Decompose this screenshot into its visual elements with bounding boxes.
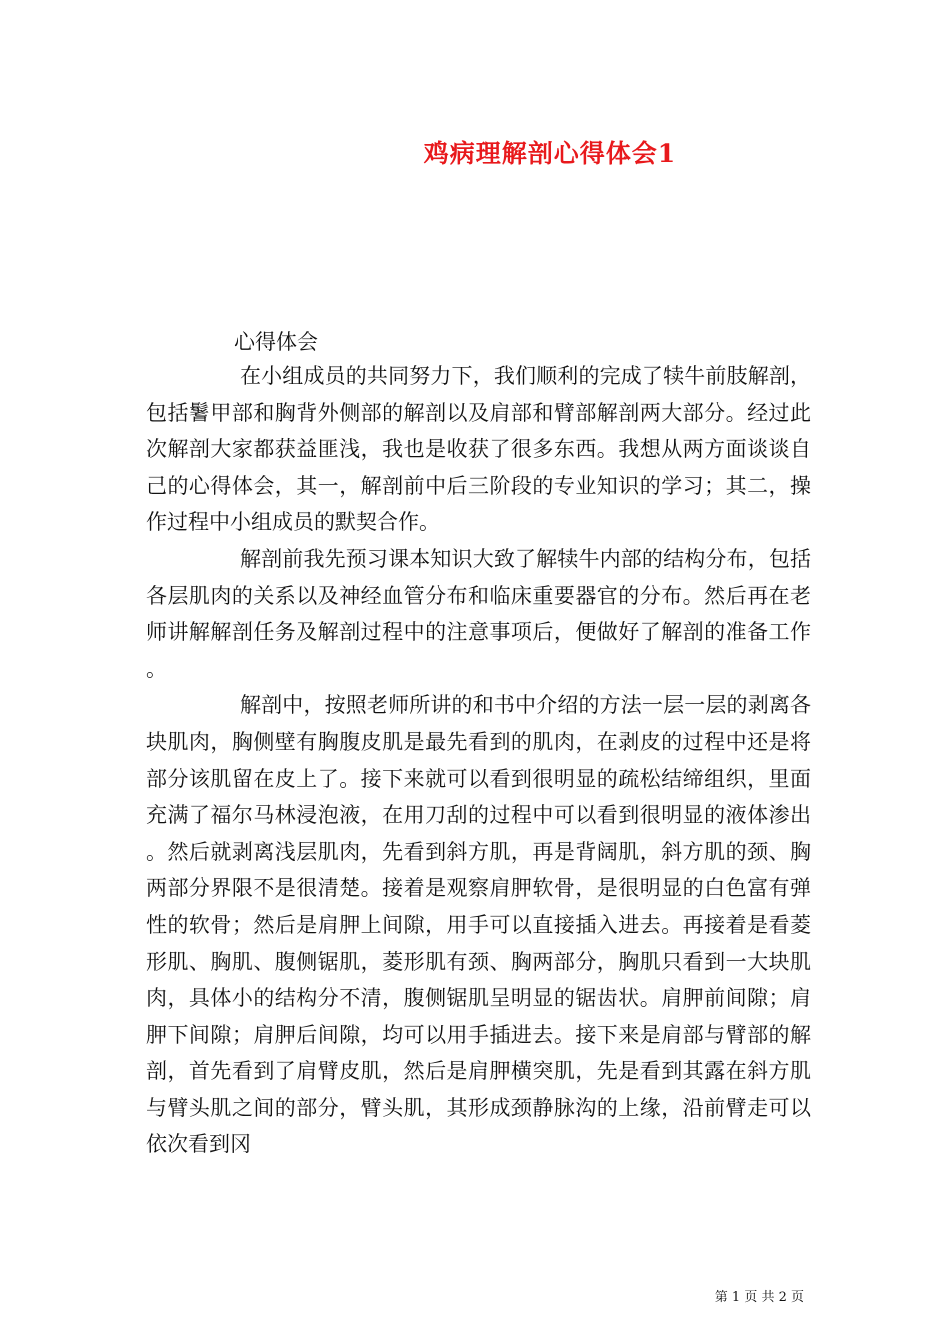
document-body [146, 326, 811, 1163]
paragraph-3: 解剖中，按照老师所讲的和书中介绍的方法一层一层的剥离各块肌肉，胸侧壁有胸腹皮肌是最先看到的肌肉，在剥皮的过程中还是将部分该肌留在皮上了。接下来就可以看到很明显的疏松结缔组织，里面充满了福尔马林浸泡液，在用刀刮的过程中可以看到很明显的液体渗出。然后就剥离浅层肌肉，先看到斜方肌，再是背阔肌，斜方肌的颈、胸两部分界限不是很清楚。接着是观察肩胛软骨，是很明显的白色富有弹性的软骨；然后是肩胛上间隙，用手可以直接插入进去。再接着是看菱形肌、胸肌、腹侧锯肌，菱形肌有颈、胸两部分，胸肌只看到一大块肌肉，具体小的结构分不清，腹侧锯肌呈明显的锯齿状。肩胛前间隙；肩胛下间隙；肩胛后间隙，均可以用手插进去。接下来是肩部与臂部的解剖，首先看到了肩臂皮肌，然后是肩胛横突肌，先是看到其露在斜方肌与臂头肌之间的部分，臂头肌，其形成颈静脉沟的上缘，沿前臂走可以依次看到冈 [146, 693, 811, 1157]
paragraph-2: 解剖前我先预习课本知识大致了解犊牛内部的结构分布，包括各层肌肉的关系以及神经血管分布和临床重要器官的分布。然后再在老师讲解解剖任务及解剖过程中的注意事项后，便做好了解剖的准备工作。 [146, 546, 811, 681]
document-title: 鸡病理解剖心得体会1 [423, 139, 677, 168]
paragraph-1: 在小组成员的共同努力下，我们顺利的完成了犊牛前肢解剖，包括鬐甲部和胸背外侧部的解剖以及肩部和臂部解剖两大部分。经过此次解剖大家都获益匪浅，我也是收获了很多东西。我想从两方面谈谈自己的心得体会，其一，解剖前中后三阶段的专业知识的学习；其二，操作过程中小组成员的默契合作。 [146, 364, 811, 535]
page-number: 第 1 页 共 2 页 [714, 1290, 804, 1305]
section-heading: 心得体会 [234, 330, 318, 354]
